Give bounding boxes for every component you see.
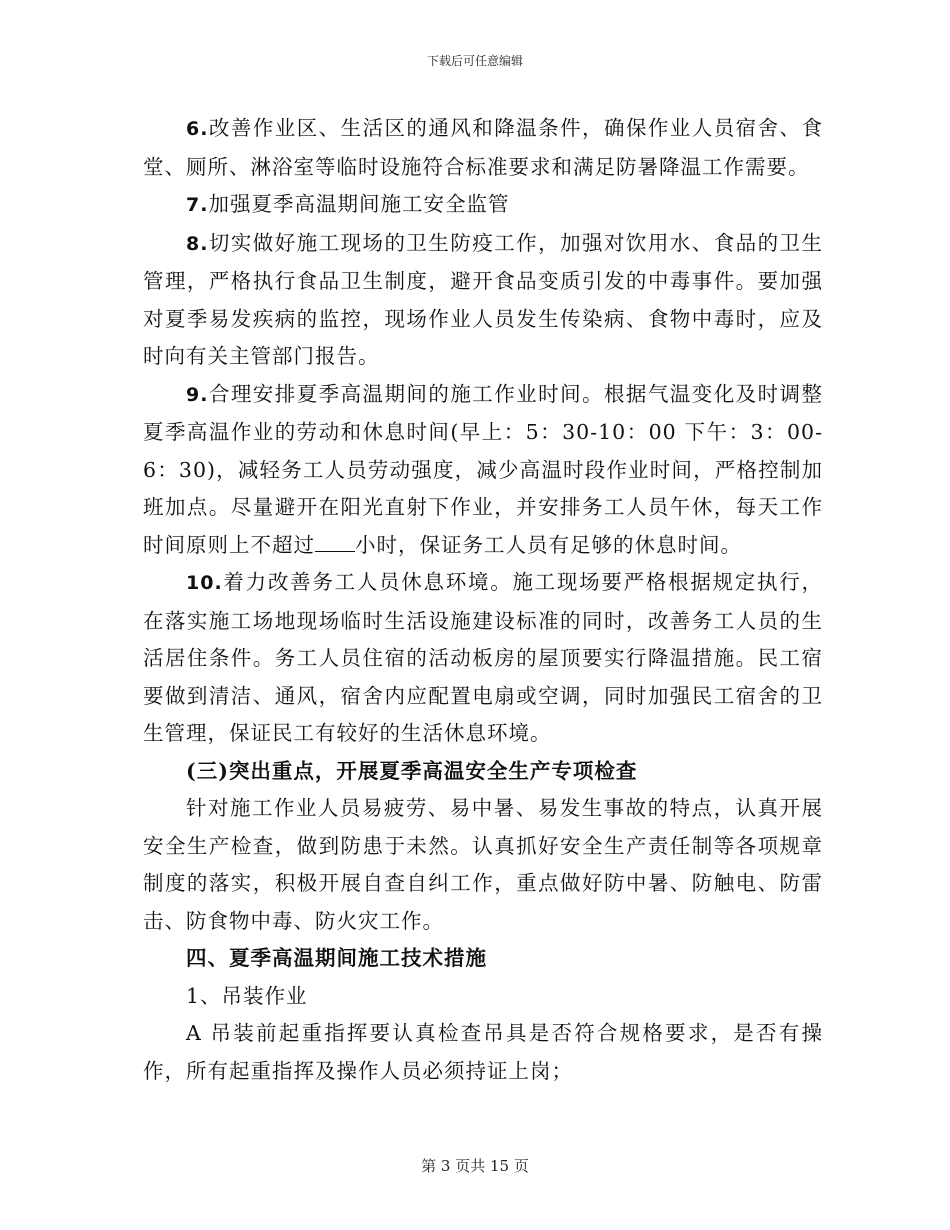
item-number: 7. <box>186 194 209 216</box>
page-footer: 第 3 页共 15 页 <box>421 1157 529 1175</box>
fill-in-blank <box>315 533 355 552</box>
paragraph-text: 着力改善务工人员休息环境。施工现场要严格根据规定执行，在落实施工场地现场临时生活设施建设标准的同时，改善务工人员的生活居住条件。务工人员住宿的活动板房的屋顶要实行降温措施。民工宿要做到清洁、通风，宿舍内应配置电扇或空调，同时加强民工宿舍的卫生管理，保证民工有较好的生活休息环境。 <box>143 570 823 745</box>
item-number: 9. <box>186 383 209 406</box>
paragraph-text: 小时，保证务工人员有足够的休息时间。 <box>355 532 742 557</box>
paragraph-text: 切实做好施工现场的卫生防疫工作，加强对饮用水、食品的卫生管理，严格执行食品卫生制度，避开食品变质引发的中毒事件。要加强对夏季易发疾病的监控，现场作业人员发生传染病、食物中毒时，应及时向有关主管部门报告。 <box>143 230 823 368</box>
section-heading: (三)突出重点，开展夏季高温安全生产专项检查 <box>186 758 638 783</box>
section-heading: 四、夏季高温期间施工技术措施 <box>186 946 487 970</box>
page-header: 下载后可任意编辑 <box>426 54 523 68</box>
paragraph-inspection: 针对施工作业人员易疲劳、易中暑、易发生事故的特点，认真开展安全生产检查，做到防患于未然。认真抓好安全生产责任制等各项规章制度的落实，积极开展自查自纠工作，重点做好防中暑、防触电、防雷击、防食物中毒、防火灾工作。 <box>143 796 823 933</box>
item-number: 6. <box>186 118 209 140</box>
paragraph-8 <box>143 225 823 376</box>
paragraph-text: 改善作业区、生活区的通风和降温条件，确保作业人员宿舍、食堂、厕所、淋浴室等临时设施符合标准要求和满足防暑降温工作需要。 <box>143 116 823 179</box>
paragraph-9 <box>143 376 823 565</box>
subsection-title: 1、吊装作业 <box>186 983 308 1008</box>
paragraph-7 <box>143 186 823 225</box>
paragraph-6 <box>143 110 823 186</box>
paragraph-text: 加强夏季高温期间施工安全监管 <box>208 192 510 216</box>
item-number: 8. <box>186 232 209 255</box>
item-number: 10. <box>186 572 223 594</box>
document-body <box>143 110 823 1090</box>
paragraph-10 <box>143 564 823 753</box>
paragraph-text: 合理安排夏季高温期间的施工作业时间。根据气温变化及时调整夏季高温作业的劳动和休息时间(早上：5：30-10：00 下午：3：00-6：30)，减轻务工人员劳动强度，减少高温时段作业时间，严格控制加班加点。尽量避开在阳光直射下作业，并安排务工人员午休，每天工作时间原则上不超过 <box>143 381 823 557</box>
paragraph-lifting: A 吊装前起重指挥要认真检查吊具是否符合规格要求，是否有操作，所有起重指挥及操作人员必须持证上岗； <box>143 1021 823 1083</box>
